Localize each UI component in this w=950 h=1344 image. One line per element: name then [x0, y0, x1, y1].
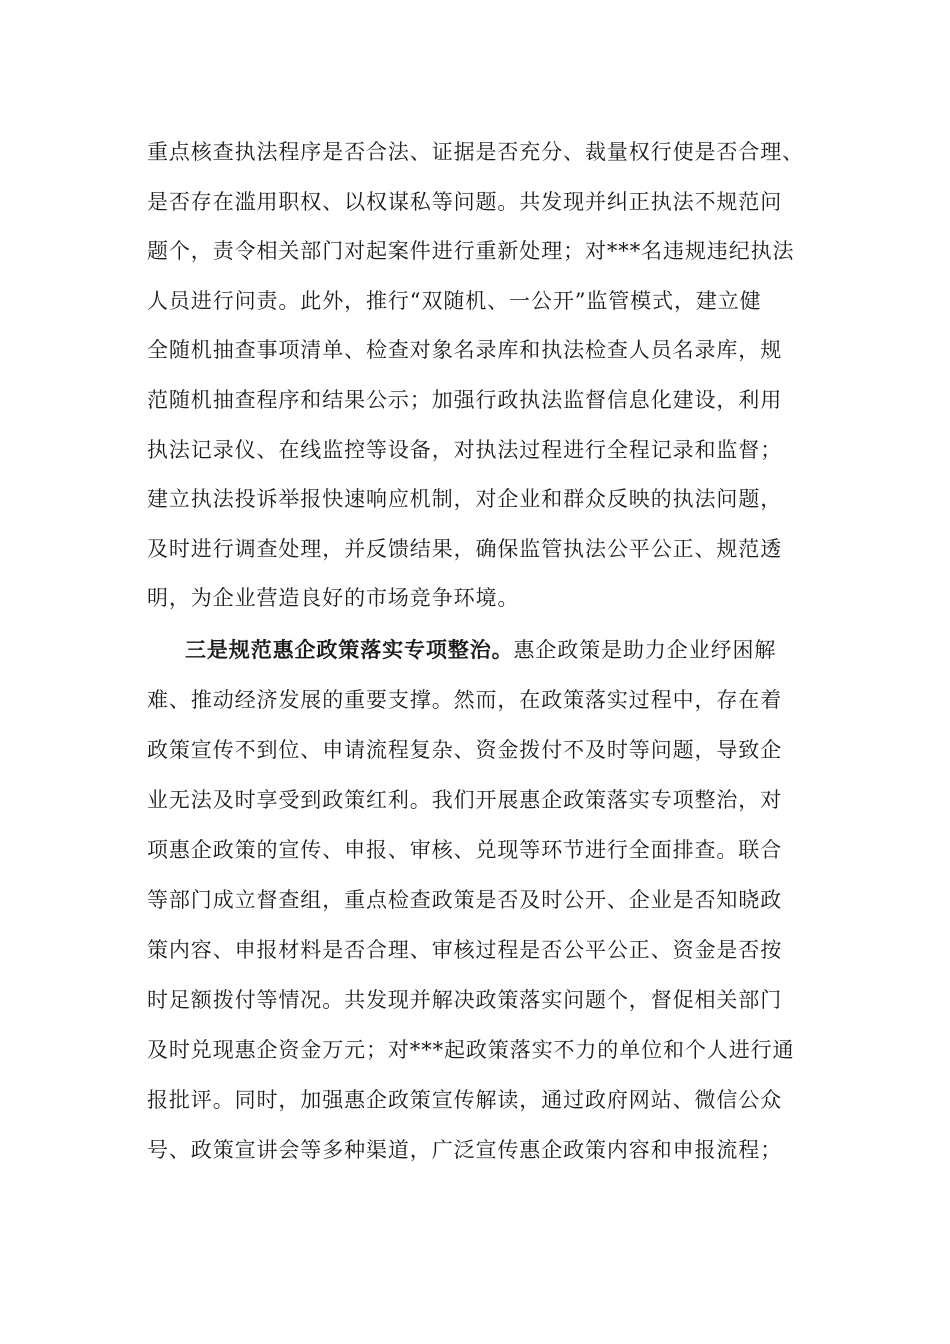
- text-line: 政策宣传不到位、申请流程复杂、资金拨付不及时等问题，导致企: [147, 738, 783, 762]
- text-line: 等部门成立督查组，重点检查政策是否及时公开、企业是否知晓政: [147, 888, 783, 912]
- text-line: 时足额拨付等情况。共发现并解决政策落实问题个，督促相关部门: [147, 988, 783, 1012]
- text-line: 范随机抽查程序和结果公示；加强行政执法监督信息化建设，利用: [147, 388, 783, 412]
- text-line: 项惠企政策的宣传、申报、审核、兑现等环节进行全面排查。联合: [147, 838, 783, 862]
- text-line: 业无法及时享受到政策红利。我们开展惠企政策落实专项整治，对: [147, 788, 783, 812]
- text-line: 报批评。同时，加强惠企政策宣传解读，通过政府网站、微信公众: [147, 1088, 783, 1112]
- text-line: [185, 636, 776, 664]
- text-line: 建立执法投诉举报快速响应机制，对企业和群众反映的执法问题，: [147, 487, 783, 511]
- text-line: 全随机抽查事项清单、检查对象名录库和执法检查人员名录库，规: [147, 338, 783, 362]
- text-line: 执法记录仪、在线监控等设备，对执法过程进行全程记录和监督；: [147, 438, 783, 462]
- text-line: 题个，责令相关部门对起案件进行重新处理；对***名违规违纪执法: [147, 239, 795, 263]
- text-line: 难、推动经济发展的重要支撑。然而，在政策落实过程中，存在着: [147, 688, 783, 712]
- text-line: 明，为企业营造良好的市场竞争环境。: [147, 586, 520, 610]
- heading-line-text: 惠企政策是助力企业纾困解: [513, 638, 777, 662]
- text-line: 重点核查执法程序是否合法、证据是否充分、裁量权行使是否合理、: [147, 140, 804, 164]
- section-heading: 三是规范惠企政策落实专项整治。: [185, 638, 514, 662]
- text-line: 人员进行问责。此外，推行“双随机、一公开”监管模式，建立健: [147, 289, 762, 313]
- text-line: 及时进行调查处理，并反馈结果，确保监管执法公平公正、规范透: [147, 537, 783, 561]
- text-line: 策内容、申报材料是否合理、审核过程是否公平公正、资金是否按: [147, 938, 783, 962]
- text-line: 及时兑现惠企资金万元；对***起政策落实不力的单位和个人进行通: [147, 1038, 795, 1062]
- text-line: 号、政策宣讲会等多种渠道，广泛宣传惠企政策内容和申报流程；: [147, 1138, 783, 1162]
- text-line: 是否存在滥用职权、以权谋私等问题。共发现并纠正执法不规范问: [147, 190, 783, 214]
